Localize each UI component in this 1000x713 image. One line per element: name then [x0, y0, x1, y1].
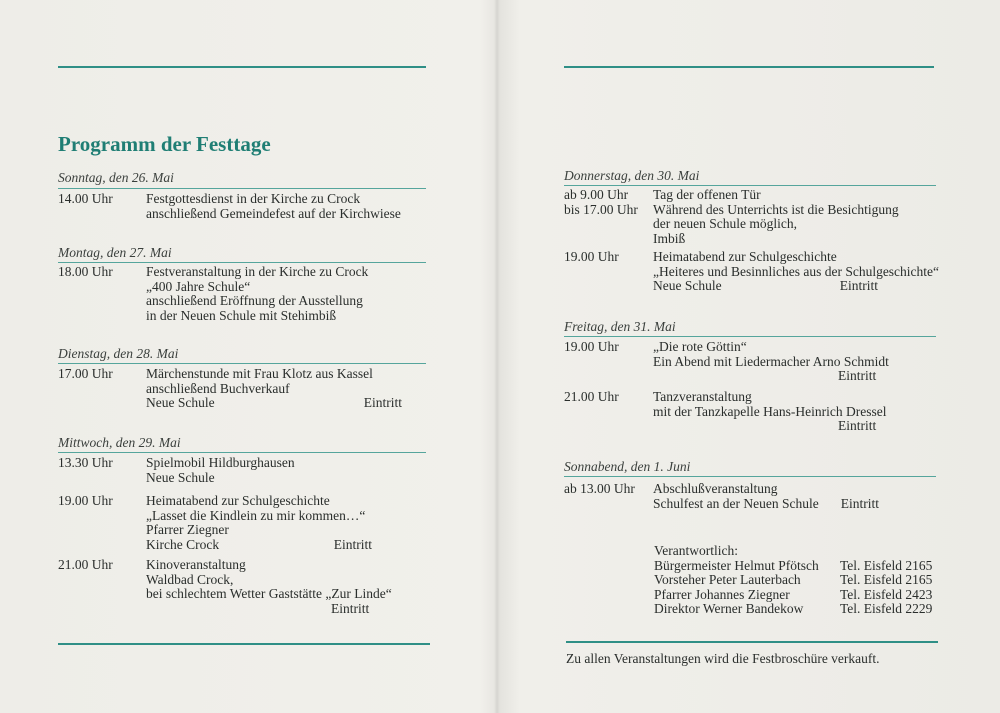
responsible-row — [654, 602, 932, 617]
day-heading: Freitag, den 31. Mai — [564, 319, 676, 334]
event-line: Märchenstunde mit Frau Klotz aus Kassel — [146, 366, 373, 381]
event-time: 14.00 Uhr — [58, 191, 113, 206]
event-line: „Die rote Göttin“ — [653, 339, 747, 354]
event-time: ab 13.00 Uhr — [564, 481, 635, 496]
event-line: Heimatabend zur Schulgeschichte — [146, 493, 330, 508]
responsible-phone: Tel. Eisfeld 2423 — [840, 586, 933, 602]
event-line: Heimatabend zur Schulgeschichte — [653, 249, 837, 264]
day-rule — [58, 363, 426, 364]
top-rule-right — [564, 66, 934, 68]
event-time: 21.00 Uhr — [58, 557, 113, 572]
responsible-phone: Tel. Eisfeld 2165 — [840, 557, 933, 573]
event-line: Spielmobil Hildburghausen — [146, 455, 295, 470]
admission-note: Eintritt — [363, 395, 402, 410]
event-line: Pfarrer Ziegner — [146, 522, 229, 537]
bottom-rule-left — [58, 643, 430, 645]
day-rule — [58, 188, 426, 189]
page-fold — [494, 0, 500, 713]
event-line: Waldbad Crock, — [146, 571, 234, 587]
event-time: 19.00 Uhr — [58, 493, 113, 508]
event-line: anschließend Buchverkauf — [146, 380, 290, 396]
event-text — [653, 188, 936, 246]
responsible-name: Pfarrer Johannes Ziegner — [654, 586, 790, 602]
day-rule — [564, 336, 936, 337]
event-line — [146, 396, 402, 411]
event-time: 18.00 Uhr — [58, 264, 113, 279]
bottom-rule-right — [566, 641, 938, 643]
event-line: anschließend Eröffnung der Ausstellung — [146, 293, 363, 308]
event-text — [146, 494, 428, 552]
event-time: 19.00 Uhr — [564, 339, 619, 354]
event-line-text: Schulfest an der Neuen Schule — [653, 495, 819, 511]
event-text — [653, 390, 936, 434]
footer-note: Zu allen Veranstaltungen wird die Festbroschüre verkauft. — [566, 651, 880, 666]
event-text — [146, 456, 428, 485]
day-rule — [58, 452, 426, 453]
event-line: anschließend Gemeindefest auf der Kirchwiese — [146, 205, 401, 221]
event-text — [653, 249, 940, 294]
admission-note: Eintritt — [840, 495, 879, 511]
event-text — [146, 265, 428, 323]
responsible-block — [654, 544, 932, 617]
event-time: ab 9.00 Uhr bis 17.00 Uhr — [564, 187, 638, 217]
event-time: 21.00 Uhr — [564, 389, 619, 404]
day-rule — [564, 185, 936, 186]
event-line: „Lasset die Kindlein zu mir kommen…“ — [146, 507, 366, 523]
day-heading: Sonnabend, den 1. Juni — [564, 459, 691, 474]
responsible-name: Bürgermeister Helmut Pfötsch — [654, 557, 819, 573]
responsible-heading: Verantwortlich: — [654, 543, 738, 558]
event-line: „400 Jahre Schule“ — [146, 278, 251, 294]
event-time: 13.30 Uhr — [58, 455, 113, 470]
event-line — [653, 497, 879, 512]
page-title: Programm der Festtage — [58, 132, 271, 156]
event-line: Tag der offenen Tür — [653, 187, 761, 202]
event-text — [653, 340, 936, 384]
admission-note: Eintritt — [838, 418, 877, 433]
day-rule — [58, 262, 426, 263]
day-heading: Mittwoch, den 29. Mai — [58, 435, 181, 450]
admission-note: Eintritt — [838, 368, 877, 383]
responsible-phone: Tel. Eisfeld 2165 — [840, 572, 933, 587]
responsible-phone: Tel. Eisfeld 2229 — [840, 601, 933, 616]
event-line: Kinoveranstaltung — [146, 557, 246, 572]
event-line: Abschlußveranstaltung — [653, 481, 778, 496]
event-line: mit der Tanzkapelle Hans-Heinrich Dressel — [653, 403, 887, 419]
day-heading: Montag, den 27. Mai — [58, 245, 172, 260]
admission-note: Eintritt — [331, 600, 370, 616]
event-line-text: Kirche Crock — [146, 536, 220, 552]
event-line: Tanzveranstaltung — [653, 389, 752, 404]
event-line: in der Neuen Schule mit Stehimbiß — [146, 307, 337, 323]
event-text — [653, 482, 936, 511]
event-text — [146, 558, 428, 616]
responsible-row — [654, 573, 932, 588]
day-heading: Donnerstag, den 30. Mai — [564, 168, 700, 183]
event-line: der neuen Schule möglich, — [653, 216, 797, 231]
event-line-text: Neue Schule — [653, 278, 722, 293]
day-heading: Dienstag, den 28. Mai — [58, 346, 179, 361]
event-line: Festgottesdienst in der Kirche zu Crock — [146, 191, 361, 206]
event-line: Neue Schule — [146, 469, 215, 485]
event-time: 19.00 Uhr — [564, 249, 619, 264]
event-line: bei schlechtem Wetter Gaststätte „Zur Linde“ — [146, 586, 392, 601]
responsible-name: Vorsteher Peter Lauterbach — [654, 572, 801, 587]
event-text — [146, 367, 428, 411]
event-line-text: Neue Schule — [146, 395, 215, 410]
event-line: „Heiteres und Besinnliches aus der Schulgeschichte“ — [653, 263, 940, 279]
admission-note: Eintritt — [839, 278, 878, 293]
event-line: Imbiß — [653, 230, 686, 246]
event-line — [653, 279, 878, 294]
admission-note: Eintritt — [333, 536, 372, 552]
responsible-name: Direktor Werner Bandekow — [654, 601, 804, 616]
event-line: Ein Abend mit Liedermacher Arno Schmidt — [653, 353, 889, 369]
responsible-row — [654, 559, 932, 574]
event-time: 17.00 Uhr — [58, 366, 113, 381]
day-rule — [564, 476, 936, 477]
top-rule-left — [58, 66, 426, 68]
day-heading: Sonntag, den 26. Mai — [58, 170, 174, 185]
event-text — [146, 192, 428, 221]
event-line: Während des Unterrichts ist die Besichtigung — [653, 201, 899, 217]
event-line: Festveranstaltung in der Kirche zu Crock — [146, 264, 369, 279]
responsible-row — [654, 588, 932, 603]
event-line — [146, 538, 372, 553]
